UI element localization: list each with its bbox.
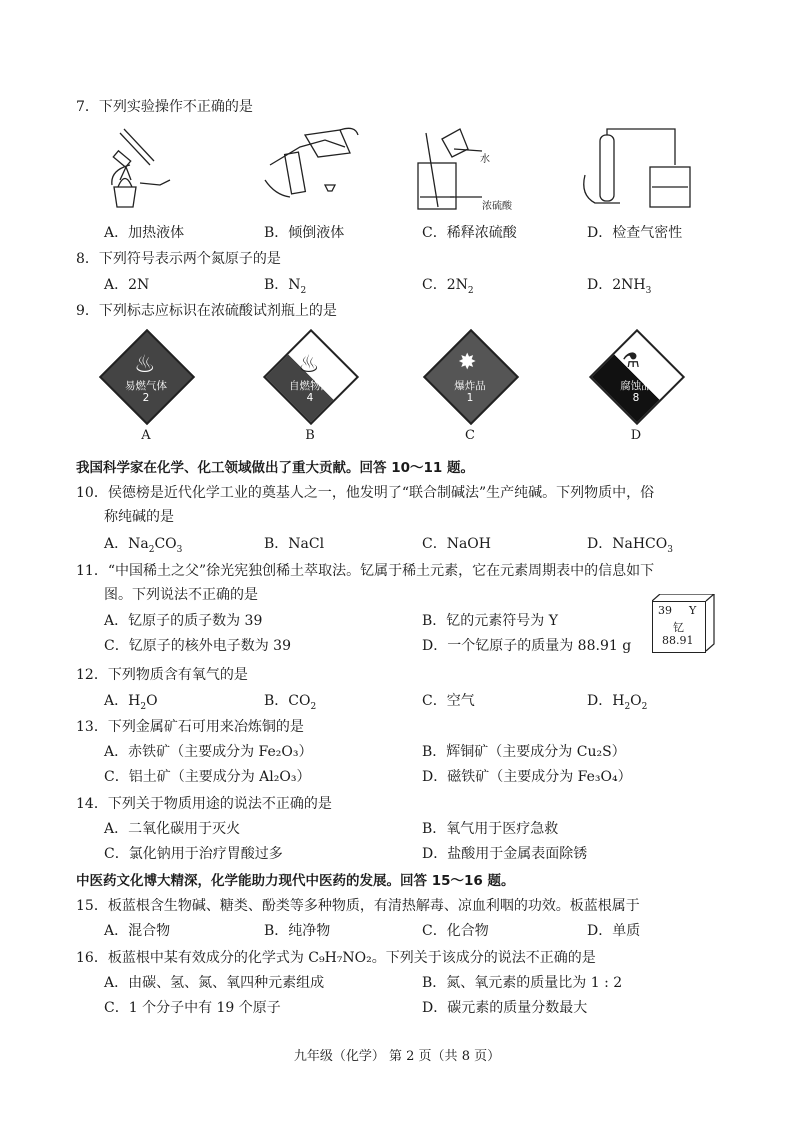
q12-option-b: B．$CO_2$ — [264, 693, 317, 712]
q15-option-c: C．化合物 — [422, 923, 489, 939]
question-12-stem: 12．下列物质含有氧气的是 — [76, 667, 248, 683]
q7-option-d: D．检查气密性 — [587, 225, 683, 241]
q8-option-a: A．2N — [104, 277, 150, 293]
corrosive-sign: ⚗ 腐蚀品 8 — [590, 330, 682, 422]
explosion-icon: ✸ — [458, 350, 477, 375]
flame-icon: ♨ — [134, 350, 156, 378]
q12-option-a: A．$H_2O$ — [104, 693, 158, 712]
question-11-stem-line2: 图。下列说法不正确的是 — [104, 587, 258, 603]
q10-option-b: B．NaCl — [264, 536, 325, 552]
q7-option-b: B．倾倒液体 — [264, 225, 345, 241]
experiment-illustrations — [100, 125, 700, 215]
question-16-stem: 16．板蓝根中某有效成分的化学式为 C₉H₇NO₂。下列关于该成分的说法不正确的是 — [76, 950, 596, 966]
page-footer: 九年级（化学） 第 2 页（共 8 页） — [293, 1049, 501, 1064]
q13-option-d: D．磁铁矿（主要成分为 Fe₃O₄） — [422, 769, 632, 785]
q8-option-c: C．$2N_2$ — [422, 277, 474, 296]
q12-option-c: C．空气 — [422, 693, 475, 709]
q12-option-d: D．$H_2O_2$ — [587, 693, 648, 712]
q16-option-c: C．1 个分子中有 19 个原子 — [104, 1000, 281, 1016]
water-label: 水 — [480, 154, 490, 165]
element-name: 钇 — [673, 621, 684, 634]
q7-option-c: C．稀释浓硫酸 — [422, 225, 517, 241]
sign-letter-c: C — [465, 428, 475, 443]
diluting-acid-figure — [418, 129, 482, 209]
q15-option-a: A．混合物 — [104, 923, 171, 939]
q16-option-a: A．由碳、氢、氮、氧四种元素组成 — [104, 975, 325, 991]
question-8-stem: 8．下列符号表示两个氮原子的是 — [76, 251, 281, 267]
q11-option-d: D．一个钇原子的质量为 88.91 g — [422, 638, 632, 654]
section-intro-10-11: 我国科学家在化学、化工领域做出了重大贡献。回答 10～11 题。 — [76, 460, 474, 476]
q16-option-d: D．碳元素的质量分数最大 — [422, 1000, 588, 1016]
spontaneous-combustion-sign: ♨ 自燃物品 4 — [264, 330, 356, 422]
sign-letter-d: D — [630, 428, 642, 443]
corrosion-icon: ⚗ — [622, 348, 640, 372]
sign-letter-b: B — [305, 428, 315, 443]
q14-option-a: A．二氧化碳用于灭火 — [104, 821, 241, 837]
acid-label: 浓硫酸 — [482, 201, 512, 212]
question-13-stem: 13．下列金属矿石可用来冶炼铜的是 — [76, 719, 304, 735]
q11-option-b: B．钇的元素符号为 Y — [422, 613, 558, 629]
q10-option-d: D．NaHCO$_3$ — [587, 536, 673, 555]
section-intro-15-16: 中医药文化博大精深，化学能助力现代中医药的发展。回答 15～16 题。 — [76, 873, 515, 889]
q11-option-c: C．钇原子的核外电子数为 39 — [104, 638, 291, 654]
q8-option-b: B．$N_2$ — [264, 277, 307, 296]
question-10-stem-line2: 称纯碱的是 — [104, 509, 174, 525]
pouring-liquid-figure — [265, 128, 358, 197]
gas-tightness-figure — [584, 129, 690, 207]
q15-option-d: D．单质 — [587, 923, 641, 939]
flammable-gas-sign: ♨ 易燃气体 2 — [100, 330, 192, 422]
q8-option-d: D．$2NH_3$ — [587, 277, 652, 296]
atomic-number: 39 — [658, 604, 672, 617]
element-symbol: Y — [689, 604, 697, 617]
q11-option-a: A．钇原子的质子数为 39 — [104, 613, 263, 629]
q13-option-a: A．赤铁矿（主要成分为 Fe₂O₃） — [104, 744, 313, 760]
sign-letter-a: A — [141, 428, 151, 443]
q10-option-c: C．NaOH — [422, 536, 491, 552]
q13-option-c: C．铝土矿（主要成分为 Al₂O₃） — [104, 769, 311, 785]
question-10-stem-line1: 10．侯德榜是近代化学工业的奠基人之一，他发明了“联合制碱法”生产纯碱。下列物质中，俗 — [76, 485, 655, 501]
q13-option-b: B．辉铜矿（主要成分为 Cu₂S） — [422, 744, 626, 760]
flame-icon: ♨ — [298, 350, 320, 378]
atomic-mass: 88.91 — [662, 634, 694, 647]
q15-option-b: B．纯净物 — [264, 923, 331, 939]
q14-option-d: D．盐酸用于金属表面除锈 — [422, 846, 588, 862]
q16-option-b: B．氮、氧元素的质量比为 1 : 2 — [422, 975, 623, 991]
heating-liquid-figure — [112, 129, 170, 207]
q7-option-a: A．加热液体 — [104, 225, 185, 241]
q14-option-c: C．氯化钠用于治疗胃酸过多 — [104, 846, 283, 862]
question-14-stem: 14．下列关于物质用途的说法不正确的是 — [76, 796, 332, 812]
question-7-stem: 7．下列实验操作不正确的是 — [76, 99, 253, 115]
q14-option-b: B．氧气用于医疗急救 — [422, 821, 559, 837]
cell-depth-lines — [652, 594, 718, 654]
question-9-stem: 9．下列标志应标识在浓硫酸试剂瓶上的是 — [76, 303, 337, 319]
question-15-stem: 15．板蓝根含生物碱、糖类、酚类等多种物质，有清热解毒、凉血利咽的功效。板蓝根属于 — [76, 898, 640, 914]
question-11-stem-line1: 11．“中国稀土之父”徐光宪独创稀土萃取法。钇属于稀土元素，它在元素周期表中的信息如下 — [76, 563, 655, 579]
explosive-sign: ✸ 爆炸品 1 — [424, 330, 516, 422]
q10-option-a: A．$Na_2CO_3$ — [104, 536, 183, 555]
